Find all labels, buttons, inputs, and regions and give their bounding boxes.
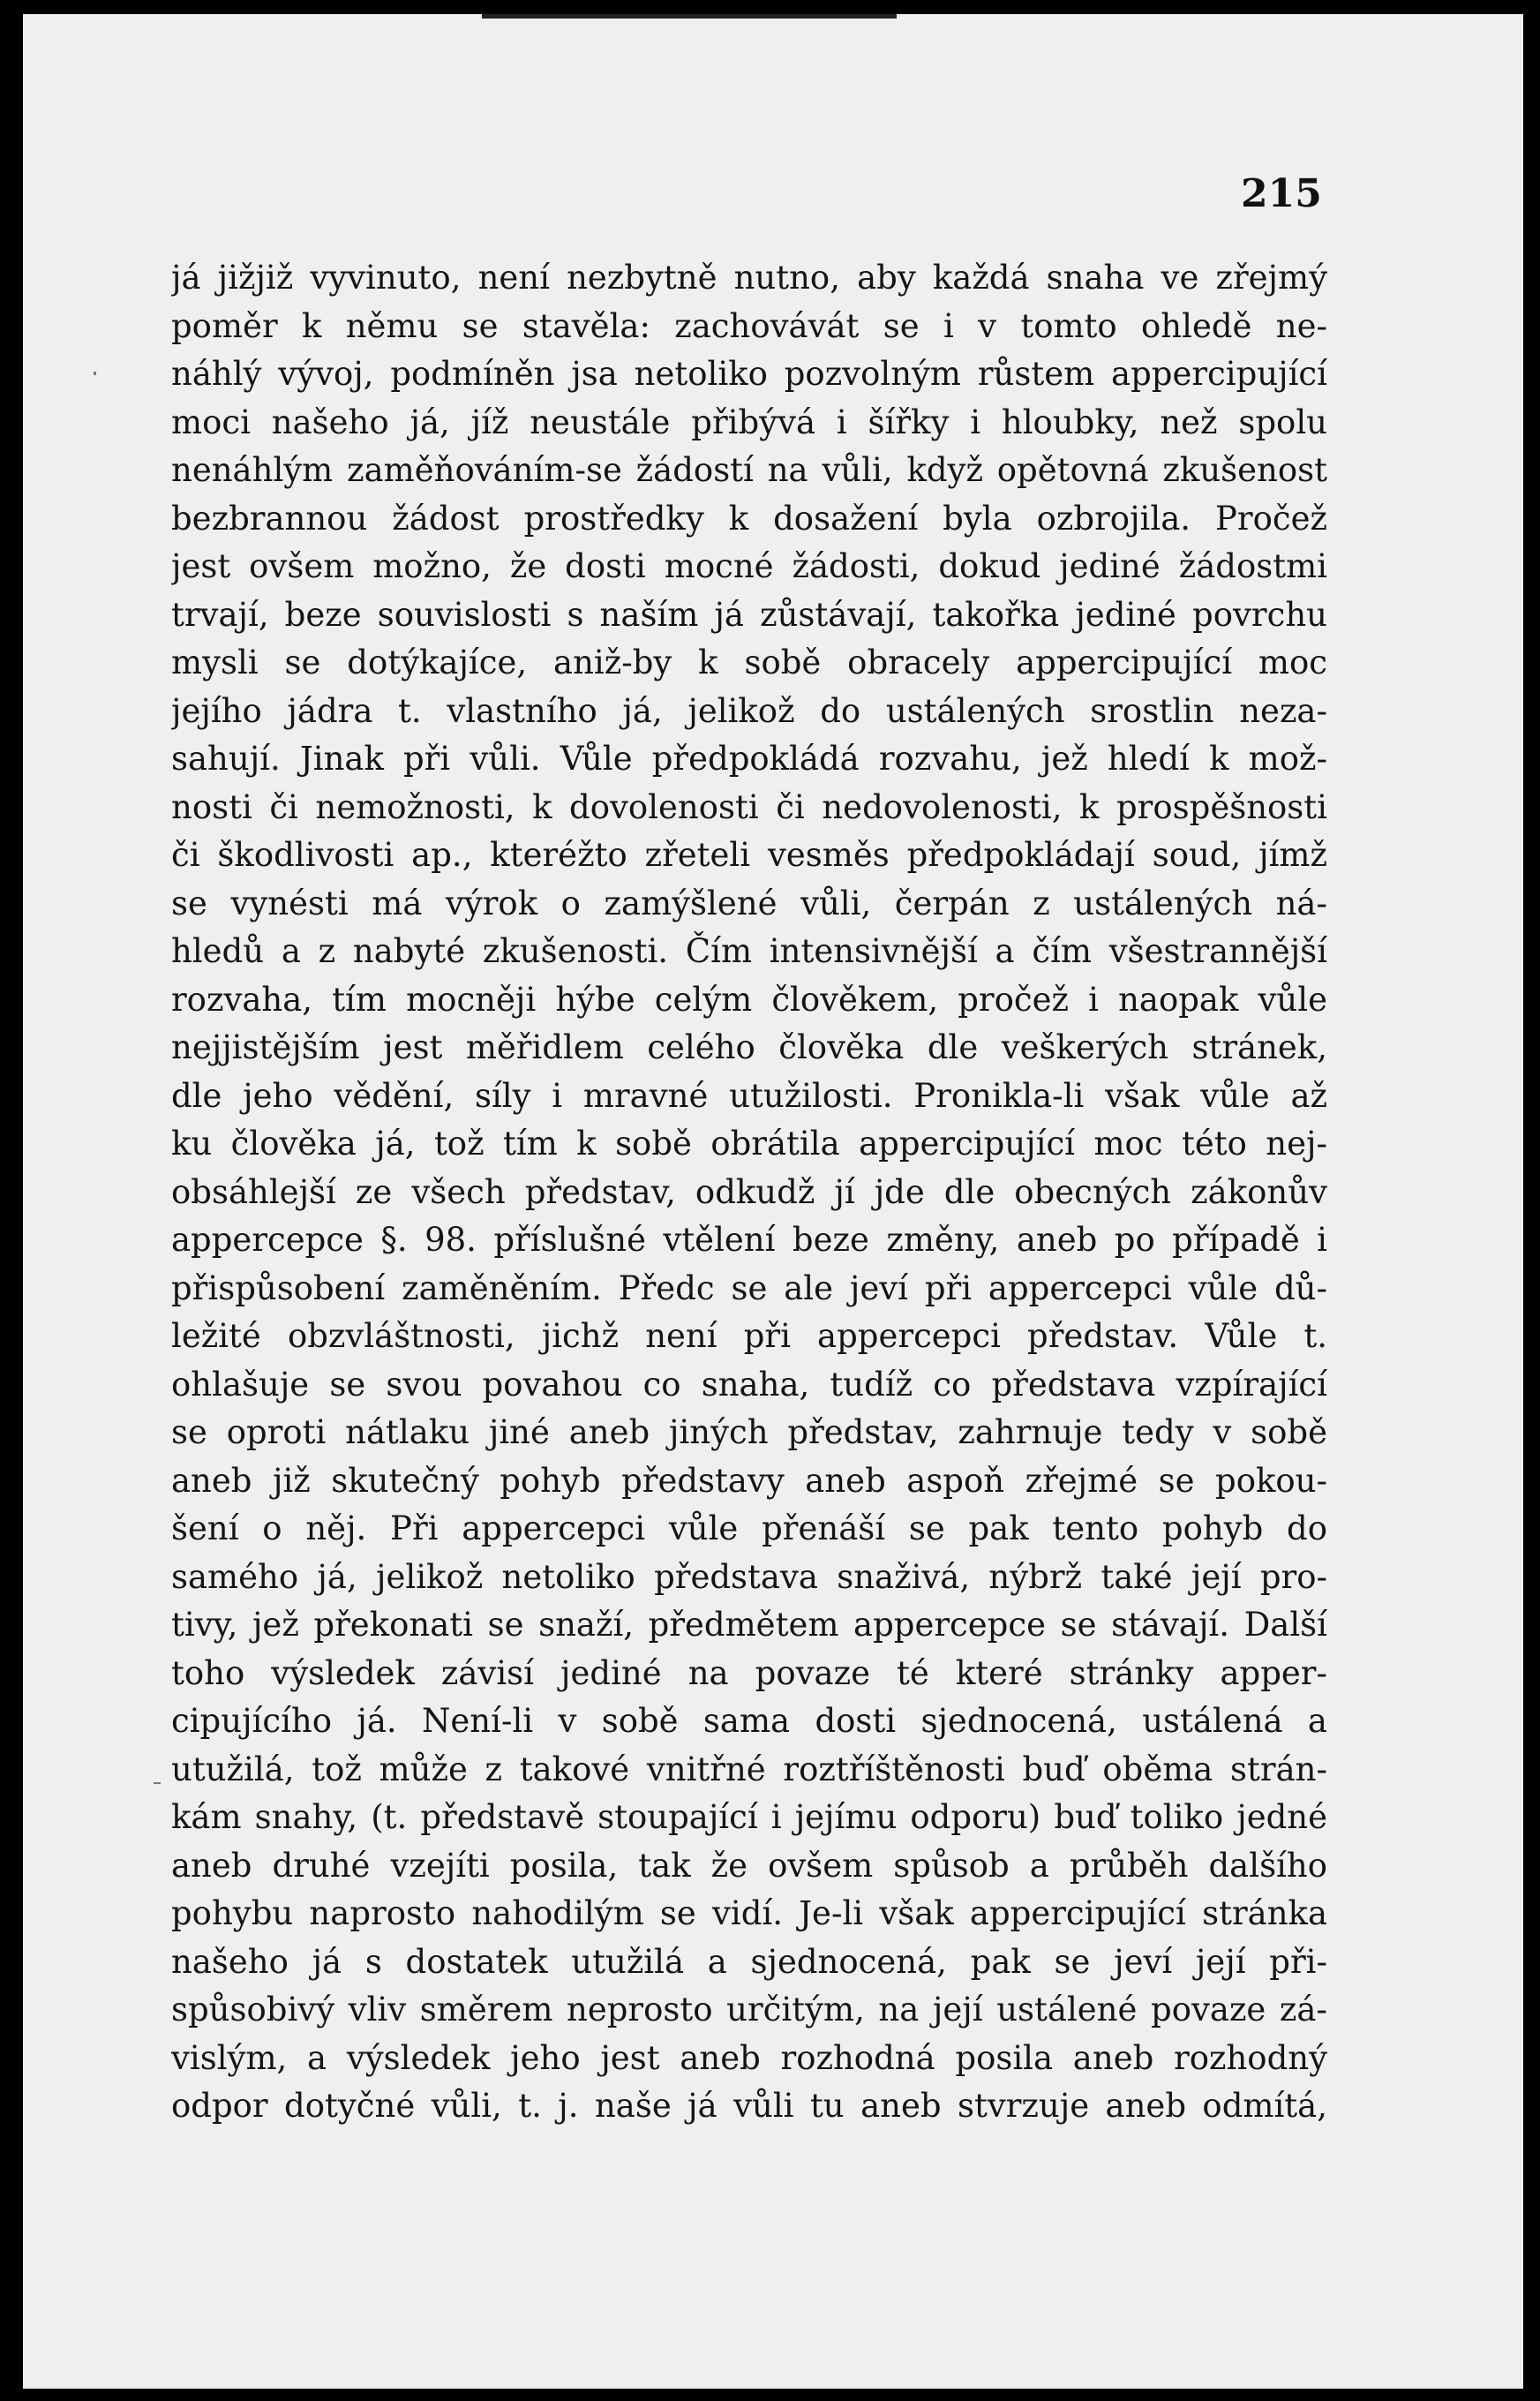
text-line: tivy, jež překonati se snaží, předmětem appercepce se stávají. Další: [171, 1606, 1327, 1644]
text-line: náhlý vývoj, podmíněn jsa netoliko pozvolným růstem appercipující: [171, 355, 1327, 393]
margin-mark: [94, 372, 96, 375]
text-line: kám snahy, (t. představě stoupající i jejímu odporu) buď toliko jedné: [171, 1798, 1327, 1836]
text-line: ku člověka já, tož tím k sobě obrátila appercipující moc této nej-: [171, 1125, 1327, 1163]
text-line: jest ovšem možno, že dosti mocné žádosti, dokud jediné žádostmi: [171, 547, 1327, 585]
book-page: [23, 14, 1523, 2389]
text-line: poměr k němu se stavěla: zachovávát se i v tomto ohledě ne-: [171, 306, 1327, 345]
text-line: dle jeho vědění, síly i mravné utužilosti. Pronikla-li však vůle až: [171, 1076, 1327, 1115]
text-line: pohybu naprosto nahodilým se vidí. Je-li však appercipující stránka: [171, 1894, 1327, 1932]
body-text: [171, 254, 1327, 2131]
text-line: mysli se dotýkajíce, aniž-by k sobě obracely appercipující moc: [171, 644, 1327, 681]
text-line: odpor dotyčné vůli, t. j. naše já vůli tu aneb stvrzuje aneb odmítá,: [171, 2087, 1327, 2125]
text-line: šení o něj. Při appercepci vůle přenáší se pak tento pohyb do: [171, 1509, 1327, 1547]
text-line: samého já, jelikož netoliko představa snaživá, nýbrž také její pro-: [171, 1557, 1327, 1596]
text-line: se oproti nátlaku jiné aneb jiných představ, zahrnuje tedy v sobě: [171, 1413, 1327, 1451]
text-line: sahují. Jinak při vůli. Vůle předpokládá rozvahu, jež hledí k mož-: [171, 740, 1327, 778]
text-line: rozvaha, tím mocněji hýbe celým člověkem, pročež i naopak vůle: [171, 980, 1327, 1019]
text-line: hledů a z nabyté zkušenosti. Čím intensivnější a čím všestrannější: [171, 932, 1327, 970]
text-line: utužilá, tož může z takové vnitřné roztříštěnosti buď oběma strán-: [171, 1750, 1327, 1788]
text-line: cipujícího já. Není-li v sobě sama dosti sjednocená, ustálená a: [171, 1702, 1327, 1740]
text-line: nenáhlým zaměňováním-se žádostí na vůli, když opětovná zkušenost: [171, 451, 1327, 489]
text-line: aneb již skutečný pohyb představy aneb aspoň zřejmé se pokou-: [171, 1461, 1327, 1500]
text-line: našeho já s dostatek utužilá a sjednocená, pak se jeví její při-: [171, 1942, 1327, 1981]
text-line: moci našeho já, jíž neustále přibývá i šířky i hloubky, než spolu: [171, 403, 1327, 441]
text-line: přispůsobení zaměněním. Předc se ale jeví při appercepci vůle dů-: [171, 1268, 1327, 1307]
text-line: appercepce §. 98. příslušné vtělení beze změny, aneb po případě i: [171, 1221, 1327, 1259]
text-line: jejího jádra t. vlastního já, jelikož do ustálených srostlin neza-: [171, 691, 1327, 730]
text-line: ohlašuje se svou povahou co snaha, tudíž co představa vzpírající: [171, 1365, 1327, 1404]
text-line: trvají, beze souvislosti s naším já zůstávají, takořka jediné povrchu: [171, 595, 1327, 634]
text-line: obsáhlejší ze všech představ, odkudž jí jde dle obecných zákonův: [171, 1172, 1327, 1211]
text-line: toho výsledek závisí jediné na povaze té které stránky apper-: [171, 1653, 1327, 1692]
text-line: bezbrannou žádost prostředky k dosažení byla ozbrojila. Pročež: [171, 499, 1327, 538]
page-number: 215: [1241, 171, 1322, 216]
text-line: se vynésti má výrok o zamýšlené vůli, čerpán z ustálených ná-: [171, 884, 1327, 922]
margin-mark: [154, 1782, 161, 1784]
text-line: či škodlivosti ap., kteréžto zřeteli vesměs předpokládají soud, jímž: [171, 836, 1327, 874]
text-line: vislým, a výsledek jeho jest aneb rozhodná posila aneb rozhodný: [171, 2038, 1327, 2077]
text-line: nosti či nemožnosti, k dovolenosti či nedovolenosti, k prospěšnosti: [171, 787, 1327, 826]
text-line: ležité obzvláštnosti, jichž není při appercepci představ. Vůle t.: [171, 1317, 1327, 1355]
text-line: aneb druhé vzejíti posila, tak že ovšem spůsob a průběh dalšího: [171, 1846, 1327, 1885]
page-top-edge: [482, 14, 897, 19]
text-line: spůsobivý vliv směrem neprosto určitým, na její ustálené povaze zá-: [171, 1991, 1327, 2028]
text-line: nejjistějším jest měřidlem celého člověka dle veškerých stránek,: [171, 1028, 1327, 1066]
text-line: já jižjiž vyvinuto, není nezbytně nutno, aby každá snaha ve zřejmý: [171, 259, 1327, 297]
